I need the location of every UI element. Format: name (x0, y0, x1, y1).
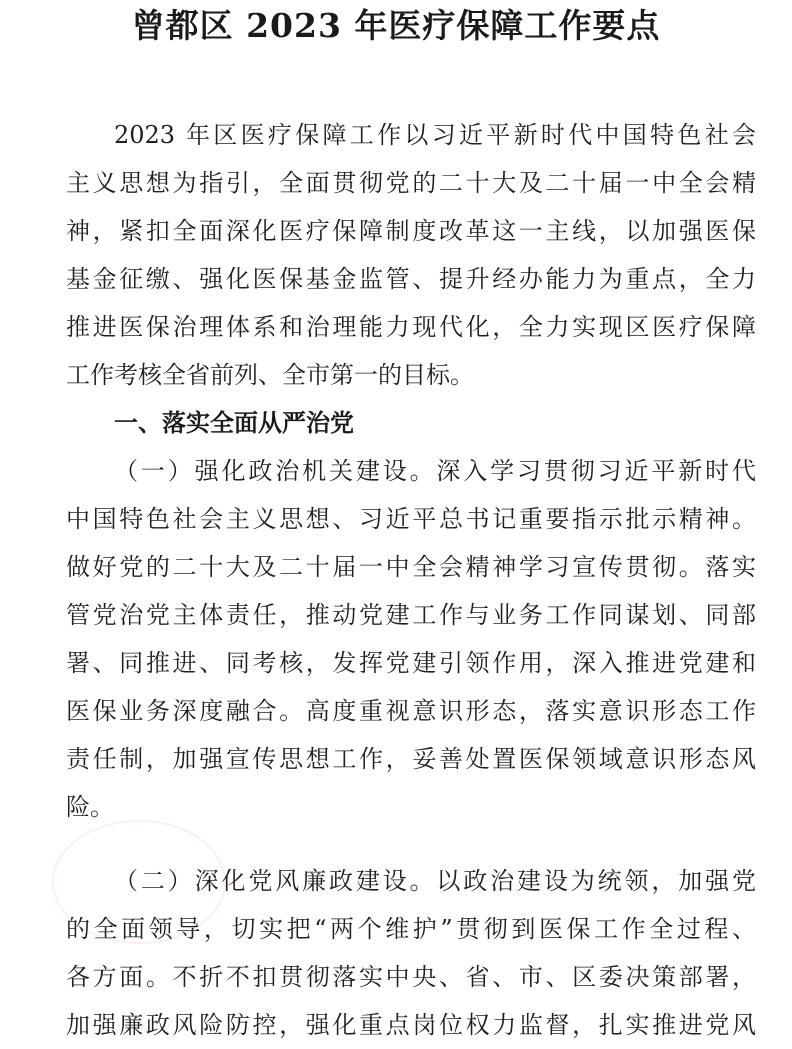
paragraph-line: 加强廉政风险防控，强化重点岗位权力监督，扎实推进党风 (66, 1011, 756, 1039)
paragraph-line: （二）深化党风廉政建设。以政治建设为统领，加强党 (114, 867, 756, 895)
paragraph-line: 主义思想为指引，全面贯彻党的二十大及二十届一中全会精 (66, 169, 756, 197)
section-item-2 (66, 857, 756, 1049)
paragraph-line: 管党治党主体责任，推动党建工作与业务工作同谋划、同部 (66, 601, 756, 629)
paragraph-line: 医保业务深度融合。高度重视意识形态，落实意识形态工作 (66, 697, 756, 725)
paragraph-line: 推进医保治理体系和治理能力现代化，全力实现区医疗保障 (66, 313, 756, 341)
paragraph-gap (66, 831, 756, 857)
paragraph-line: 险。 (66, 793, 114, 821)
paragraph-line: 神，紧扣全面深化医疗保障制度改革这一主线，以加强医保 (66, 217, 756, 245)
paragraph-line: （一）强化政治机关建设。深入学习贯彻习近平新时代 (114, 457, 756, 485)
paragraph-line: 中国特色社会主义思想、习近平总书记重要指示批示精神。 (66, 505, 756, 533)
paragraph-line: 2023 年区医疗保障工作以习近平新时代中国特色社会 (114, 121, 756, 149)
document-title: 曾都区 2023 年医疗保障工作要点 (131, 6, 661, 45)
paragraph-line: 的全面领导，切实把“两个维护”贯彻到医保工作全过程、 (66, 915, 756, 943)
intro-paragraph (66, 111, 756, 399)
paragraph-line: 基金征缴、强化医保基金监管、提升经办能力为重点，全力 (66, 265, 756, 293)
paragraph-line: 责任制，加强宣传思想工作，妥善处置医保领域意识形态风 (66, 745, 756, 773)
paragraph-line: 各方面。不折不扣贯彻落实中央、省、市、区委决策部署， (66, 963, 756, 991)
paragraph-line: 署、同推进、同考核，发挥党建引领作用，深入推进党建和 (66, 649, 756, 677)
section-heading: 一、落实全面从严治党 (114, 409, 354, 437)
document-body (66, 111, 756, 1049)
paragraph-line: 做好党的二十大及二十届一中全会精神学习宣传贯彻。落实 (66, 553, 756, 581)
section-item-1 (66, 447, 756, 831)
paragraph-line: 工作考核全省前列、全市第一的目标。 (66, 361, 474, 389)
